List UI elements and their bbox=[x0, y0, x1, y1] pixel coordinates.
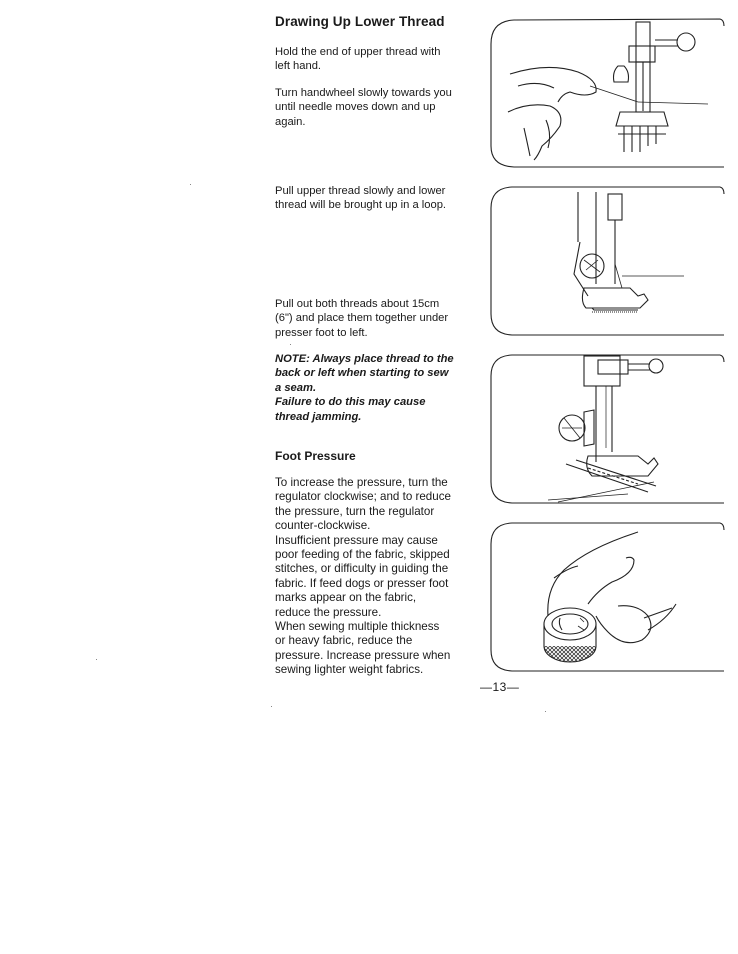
text-line: Turn handwheel slowly towards you bbox=[275, 87, 452, 99]
text-line: a seam. bbox=[275, 381, 317, 394]
threads-under-presser-foot-illustration bbox=[488, 352, 728, 508]
note-thread-placement bbox=[275, 352, 455, 424]
text-line: thread jamming. bbox=[275, 410, 362, 423]
section-title-drawing-up-lower-thread: Drawing Up Lower Thread bbox=[275, 14, 445, 29]
text-line: regulator clockwise; and to reduce bbox=[275, 490, 451, 504]
text-line: Failure to do this may cause bbox=[275, 396, 426, 409]
instruction-pull-upper-thread bbox=[275, 184, 460, 213]
text-line: poor feeding of the fabric, skipped bbox=[275, 548, 450, 562]
text-line: until needle moves down and up bbox=[275, 101, 436, 114]
text-line: the pressure, turn the regulator bbox=[275, 504, 435, 518]
text-line: reduce the pressure. bbox=[275, 605, 382, 619]
text-line: fabric. If feed dogs or presser foot bbox=[275, 576, 449, 590]
text-line: (6") and place them together under bbox=[275, 312, 449, 325]
text-line: To increase the pressure, turn the bbox=[275, 476, 448, 489]
text-line: Insufficient pressure may cause bbox=[275, 533, 438, 547]
scan-speck bbox=[96, 659, 97, 660]
text-line: Hold the end of upper thread with bbox=[275, 46, 441, 58]
scan-speck bbox=[545, 711, 546, 712]
text-line: left hand. bbox=[275, 60, 322, 73]
instruction-hold-thread bbox=[275, 45, 460, 74]
instruction-turn-handwheel bbox=[275, 86, 460, 129]
scan-speck bbox=[190, 184, 191, 185]
text-line: counter-clockwise. bbox=[275, 519, 371, 533]
instruction-pull-out-threads bbox=[275, 297, 457, 340]
scan-speck bbox=[271, 706, 272, 707]
pressure-regulator-dial-illustration bbox=[488, 520, 728, 676]
text-line: Pull out both threads about 15cm bbox=[275, 298, 440, 310]
text-line: Pull upper thread slowly and lower bbox=[275, 185, 446, 197]
text-line: or heavy fabric, reduce the bbox=[275, 634, 413, 648]
section-title-foot-pressure: Foot Pressure bbox=[275, 449, 356, 463]
foot-pressure-body bbox=[275, 476, 460, 678]
text-line: stitches, or difficulty in guiding the bbox=[275, 562, 449, 576]
hand-holding-thread-illustration bbox=[488, 16, 728, 172]
page-number: —13— bbox=[480, 680, 520, 694]
text-line: sewing lighter weight fabrics. bbox=[275, 663, 424, 677]
text-line: NOTE: Always place thread to the bbox=[275, 353, 454, 365]
text-line: again. bbox=[275, 115, 306, 128]
text-line: marks appear on the fabric, bbox=[275, 591, 417, 605]
text-line: When sewing multiple thickness bbox=[275, 620, 440, 634]
text-line: pressure. Increase pressure when bbox=[275, 648, 451, 662]
thread-loop-illustration bbox=[488, 184, 728, 340]
text-line: thread will be brought up in a loop. bbox=[275, 199, 447, 212]
scan-speck bbox=[290, 344, 291, 345]
text-line: back or left when starting to sew bbox=[275, 367, 449, 380]
text-line: presser foot to left. bbox=[275, 326, 368, 339]
